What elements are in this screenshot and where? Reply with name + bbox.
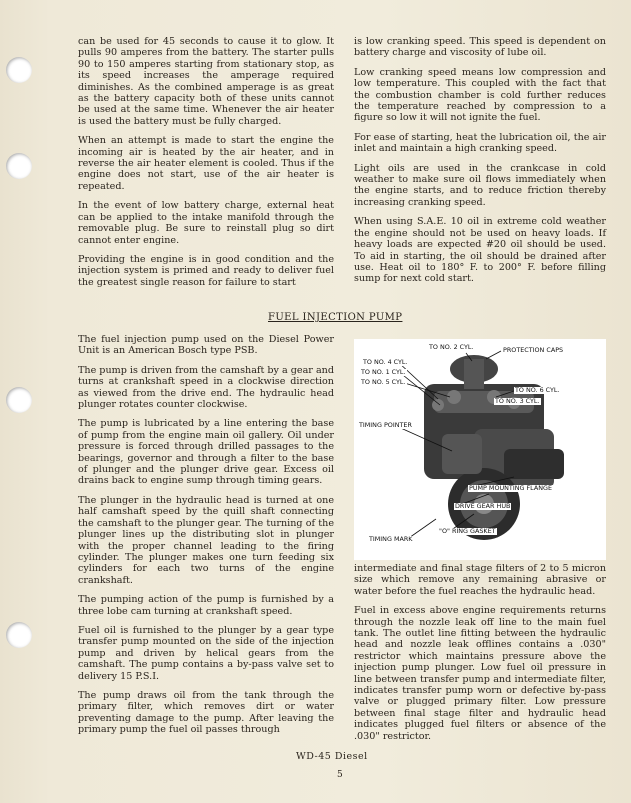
paragraph: Low cranking speed means low compression and low temperature. This coupled with the fact that the combustion chamber is cold further reduces the temperature reached by compression to a figure so low it will not ignite the fuel. — [354, 66, 606, 124]
label-timing-pointer: TIMING POINTER — [359, 421, 412, 429]
bottom-right-column — [354, 563, 606, 750]
paragraph: The pump draws oil from the tank through the primary filter, which removes dirt or water preventing damage to the pump. After leaving the primary pump the fuel oil passes through — [78, 689, 334, 736]
page-number: 5 — [337, 770, 343, 780]
paragraph: When an attempt is made to start the engine the incoming air is heated by the air heater, and in reverse the air heater element is cooled. Thus if the engine does not start, use of the air heater is repeated. — [78, 135, 334, 192]
paragraph: is low cranking speed. This speed is dependent on battery charge and viscosity of lube oil. — [354, 36, 606, 59]
label-drive-gear-hub: DRIVE GEAR HUB — [455, 502, 511, 510]
top-left-column — [78, 36, 334, 296]
paragraph: Providing the engine is in good condition and the injection system is primed and ready to deliver fuel the greatest single reason for failure to start — [78, 253, 334, 288]
label-to-no-1: TO NO. 1 CYL. — [361, 368, 406, 376]
label-pump-mounting-flange: PUMP MOUNTING FLANGE — [469, 484, 553, 492]
paragraph: The pump is lubricated by a line entering the base of pump from the engine main oil gallery. Oil under pressure is forced through drilled passages to the bearings, governor and through a filter to the base of plunger and the plunger drive gear. Excess oil drains back to engine sump through timing gears. — [78, 418, 334, 487]
binder-hole — [6, 622, 32, 648]
top-right-column — [354, 36, 606, 293]
paragraph: Fuel oil is furnished to the plunger by a gear type transfer pump mounted on the side of the injection pump and driven by helical gears from the camshaft. The pump contains a by-pass valve set to delivery 15 P.S.I. — [78, 624, 334, 682]
fuel-pump-figure — [354, 339, 606, 560]
paragraph: The pump is driven from the camshaft by a gear and turns at crankshaft speed in a clockwise direction as viewed from the drive end. The hydraulic head plunger rotates counter clockwise. — [78, 364, 334, 411]
paragraph: The fuel injection pump used on the Diesel Power Unit is an American Bosch type PSB. — [78, 334, 334, 357]
paragraph: The pumping action of the pump is furnished by a three lobe cam turning at crankshaft speed. — [78, 594, 334, 617]
label-to-no-5: TO NO. 5 CYL. — [361, 378, 406, 386]
binder-hole — [6, 57, 32, 83]
paragraph: In the event of low battery charge, external heat can be applied to the intake manifold through the removable plug. Be sure to reinstall plug so dirt cannot enter engine. — [78, 200, 334, 246]
paragraph: intermediate and final stage filters of 2 to 5 micron size which remove any remaining abrasive or water before the fuel reaches the hydraulic head. — [354, 563, 606, 597]
binder-hole — [6, 153, 32, 179]
label-timing-mark: TIMING MARK — [369, 535, 413, 543]
paragraph: For ease of starting, heat the lubrication oil, the air inlet and maintain a high cranking speed. — [354, 131, 606, 155]
binder-hole — [6, 387, 32, 413]
paragraph: Light oils are used in the crankcase in cold weather to make sure oil flows immediately when the engine starts, and to reduce friction thereby increasing cranking speed. — [354, 162, 606, 208]
paragraph: When using S.A.E. 10 oil in extreme cold weather the engine should not be used on heavy loads. If heavy loads are expected #20 oil should be used. To aid in starting, the oil should be drained after use. Heat oil to 180° F. to 200° F. before filling sump for next cold start. — [354, 216, 606, 285]
label-protection-caps: PROTECTION CAPS — [503, 346, 564, 354]
label-to-no-6: TO NO. 6 CYL. — [515, 386, 560, 394]
label-to-no-3: TO NO. 3 CYL. — [495, 397, 540, 405]
footer-model-label: WD-45 Diesel — [296, 751, 368, 762]
label-to-no-2: TO NO. 2 CYL. — [429, 343, 474, 351]
paragraph: Fuel in excess above engine requirements returns through the nozzle leak off line to the main fuel tank. The outlet line fitting between the hydraulic head and nozzle leak offlines contains a .030" restrictor which maintains pressure above the injection pump plunger. Low fuel oil pressure in line between transfer pump and intermediate filter, indicates transfer pump worn or defective by-pass valve or plugged primary filter. Low pressure between final stage filter and hydraulic head indicates plugged fuel filters or absence of the .030" restrictor. — [354, 605, 606, 742]
paragraph: The plunger in the hydraulic head is turned at one half camshaft speed by the quill shaft connecting the camshaft to the plunger gear. The turning of the plunger lines up the distributing slot in plunger with the proper channel leading to the firing cylinder. The plunger makes one turn feeding six cylinders for each two turns of the engine crankshaft. — [78, 494, 334, 586]
section-heading: FUEL INJECTION PUMP — [268, 312, 403, 323]
label-to-no-4: TO NO. 4 CYL. — [363, 358, 408, 366]
paragraph: can be used for 45 seconds to cause it to glow. It pulls 90 amperes from the battery. The starter pulls 90 to 150 amperes starting from stationary stop, as its speed increases the amperage required diminishes. As the combined amperage is as great as the battery capacity both of these units cannot be used at the same time. Whenever the air heater is used the battery must be fully charged. — [78, 36, 334, 127]
bottom-left-column — [78, 334, 334, 744]
label-o-ring-gasket: "O" RING GASKET — [439, 527, 496, 535]
